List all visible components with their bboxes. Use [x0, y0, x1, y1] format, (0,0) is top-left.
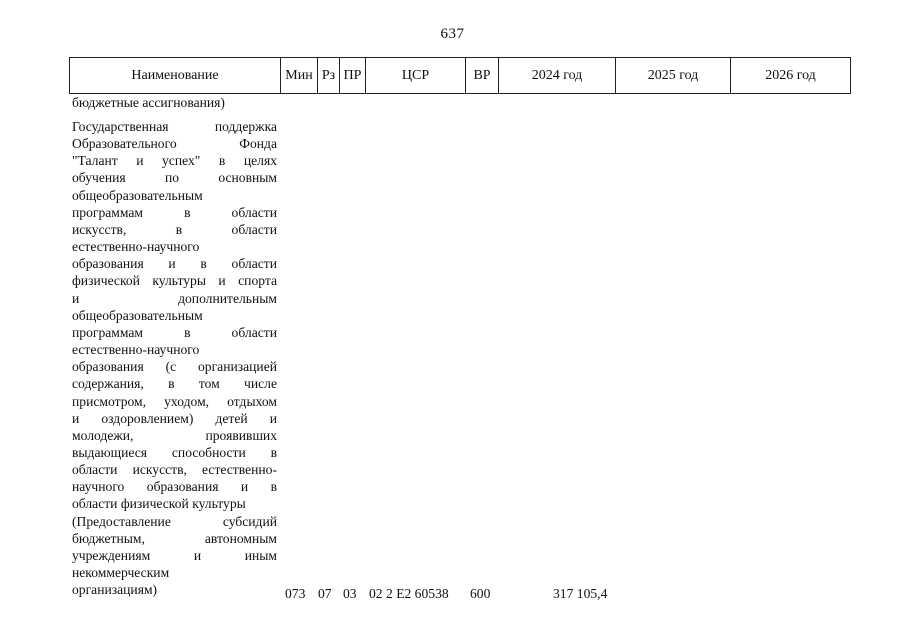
description-line: бюджетным, автономным: [72, 530, 277, 546]
header-2025: 2025 год: [616, 58, 731, 93]
description-line: "Талант и успех" в целях: [72, 153, 277, 169]
header-pr: ПР: [340, 58, 366, 93]
description-line: молодежи, проявивших: [72, 427, 277, 443]
description-line: общеобразовательным: [72, 187, 203, 203]
description-line: образования (с организацией: [72, 359, 277, 375]
description-line: содержания, в том числе: [72, 376, 277, 392]
description-line: научного образования и в: [72, 479, 277, 495]
description-line: физической культуры и спорта: [72, 273, 277, 289]
description-line: учреждениям и иным: [72, 547, 277, 563]
description-line: общеобразовательным: [72, 307, 203, 323]
description-line: области физической культуры: [72, 496, 246, 512]
row-rz: 07: [318, 586, 332, 601]
continuation-text: бюджетные ассигнования): [72, 95, 225, 110]
description-line: (Предоставление субсидий: [72, 513, 277, 529]
row-2024: 317 105,4: [553, 586, 608, 601]
row-description: [72, 118, 277, 598]
description-line: присмотром, уходом, отдыхом: [72, 393, 277, 409]
header-min: Мин: [281, 58, 318, 93]
description-line: естественно-научного: [72, 239, 200, 255]
description-line: области искусств, естественно-: [72, 462, 277, 478]
description-line: и дополнительным: [72, 290, 277, 306]
header-2024: 2024 год: [499, 58, 616, 93]
description-line: естественно-научного: [72, 342, 200, 358]
header-csr: ЦСР: [366, 58, 466, 93]
description-line: выдающиеся способности в: [72, 444, 277, 460]
row-csr: 02 2 E2 60538: [369, 586, 449, 601]
description-line: образования и в области: [72, 256, 277, 272]
description-line: программам в области: [72, 204, 277, 220]
header-rz: Рз: [318, 58, 340, 93]
row-min: 073: [285, 586, 306, 601]
description-line: обучения по основным: [72, 170, 277, 186]
description-line: организациям): [72, 582, 158, 598]
description-line: Государственная поддержка: [72, 119, 277, 134]
description-line: программам в области: [72, 324, 277, 340]
header-2026: 2026 год: [765, 67, 816, 83]
row-pr: 03: [343, 586, 357, 601]
table-header: [69, 57, 851, 94]
row-vr: 600: [470, 586, 491, 601]
header-vr: ВР: [466, 58, 499, 93]
description-line: Образовательного Фонда: [72, 136, 277, 152]
header-name: Наименование: [70, 58, 281, 93]
page-number: 637: [440, 26, 465, 42]
description-line: некоммерческим: [72, 565, 170, 581]
description-line: и оздоровлением) детей и: [72, 410, 277, 426]
description-line: искусств, в области: [72, 221, 277, 237]
